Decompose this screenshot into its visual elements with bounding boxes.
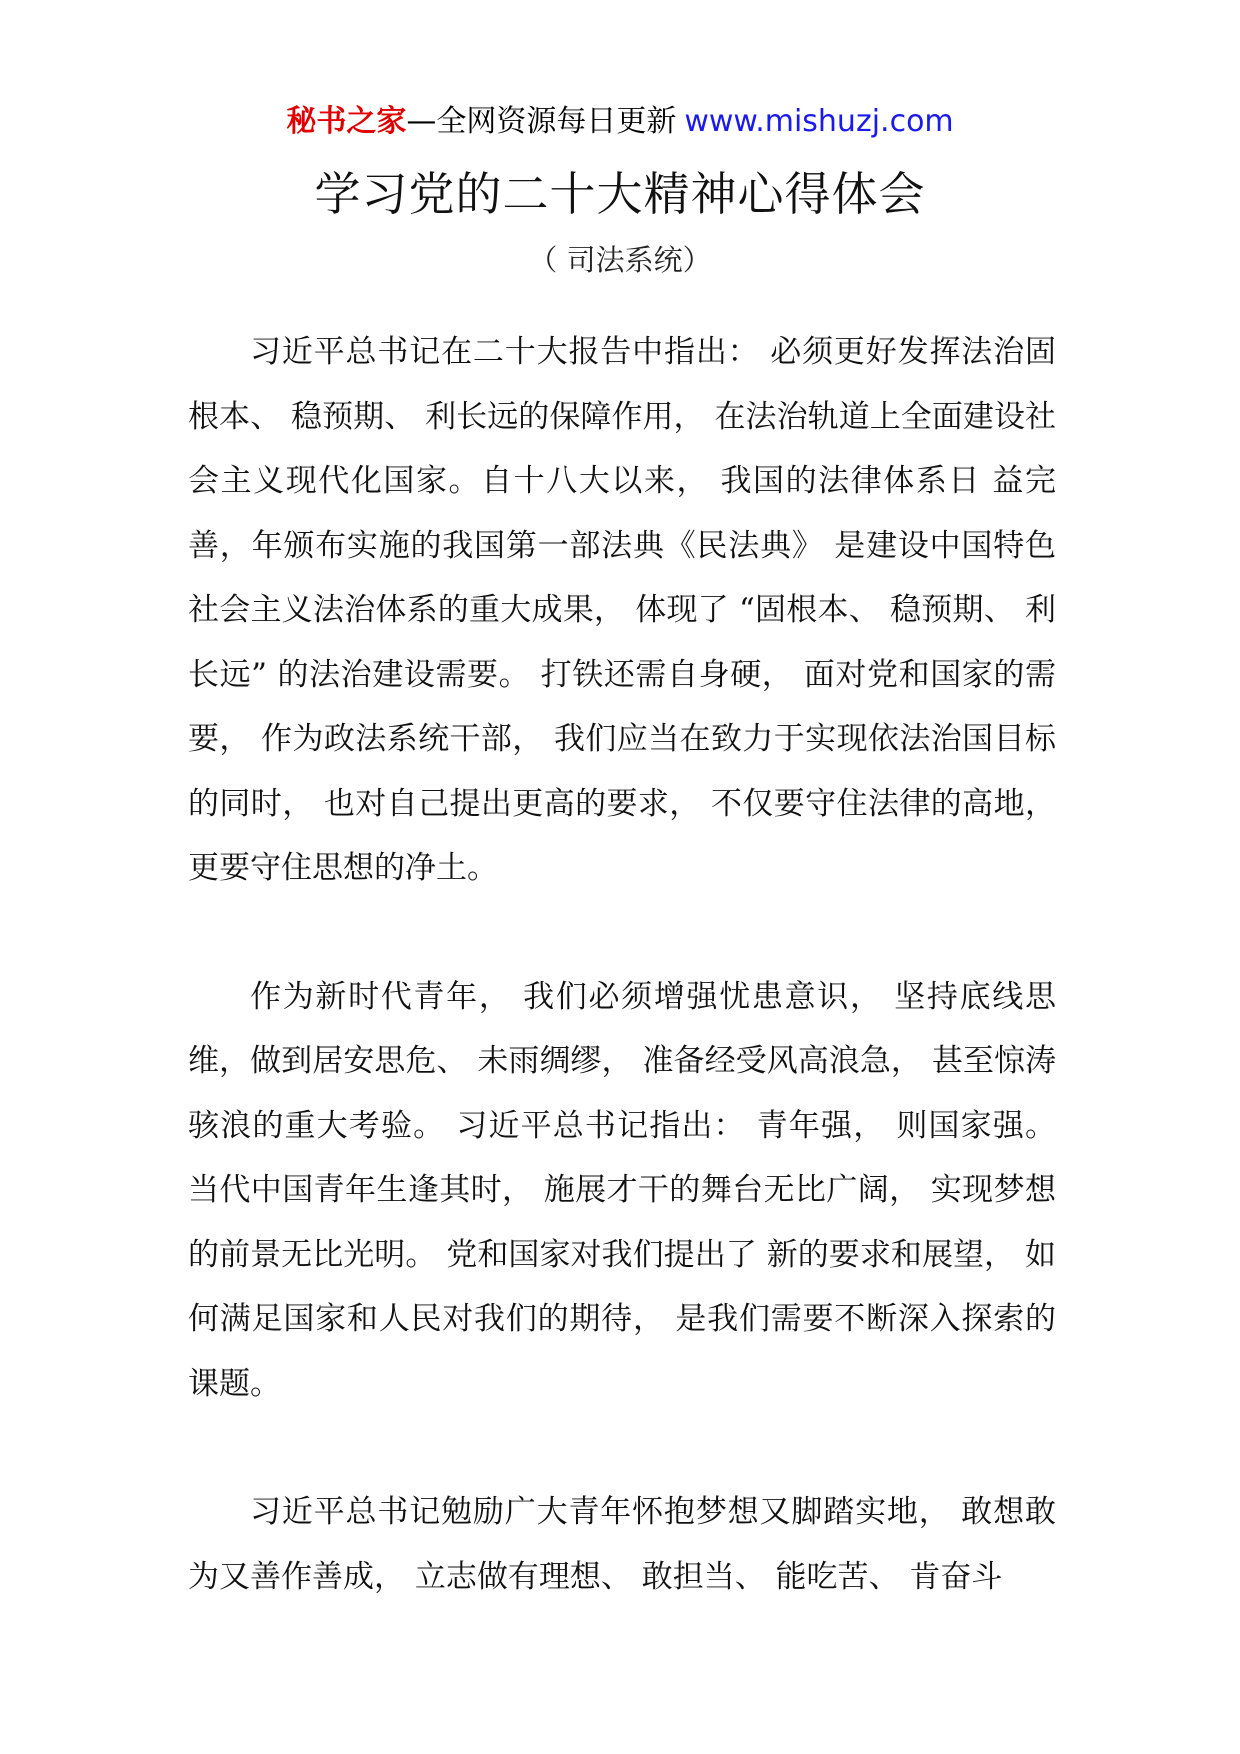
document-subtitle: （ 司法系统） [528, 243, 712, 277]
header-banner [0, 100, 1240, 144]
paragraph-2: 作为新时代青年， 我们必须增强忧患意识， 坚持底线思维，做到居安思危、 未雨绸缪， 准备经受风高浪急， 甚至惊涛骇浪的重大考验。 习近平总书记指出： 青年强， 则国家强。 当代中国青年生逢其时， 施展才干的舞台无比广阔， 实现梦想的前景无比光明。 党和国家对我们提出了 新的要求和展望， 如何满足国家和人民对我们的期待， 是我们需要不断深入探索的课题。 [188, 978, 1056, 1402]
document-body [188, 320, 1056, 1673]
paragraph-1: 习近平总书记在二十大报告中指出： 必须更好发挥法治固根本、 稳预期、 利长远的保障作用， 在法治轨道上全面建设社会主义现代化国家。自十八大以来， 我国的法律体系日 益完善，年颁布实施的我国第一部法典《民法典》 是建设中国特色社会主义法治体系的重大成果， 体现了 “固根本、 稳预期、 利长远” 的法治建设需要。 打铁还需自身硬， 面对党和国家的需要， 作为政法系统干部， 我们应当在致力于实现依法治国目标的同时， 也对自己提出更高的要求， 不仅要守住法律的高地，更要守住思想的净土。 [188, 334, 1056, 886]
website-link[interactable]: www.mishuzj.com [684, 104, 954, 139]
document-title: 学习党的二十大精神心得体会 [314, 167, 926, 221]
brand-tagline: —全网资源每日更新 [406, 104, 677, 139]
brand-name: 秘书之家 [286, 104, 407, 139]
paragraph-3: 习近平总书记勉励广大青年怀抱梦想又脚踏实地， 敢想敢为又善作善成， 立志做有理想、 敢担当、 能吃苦、 肯奋斗 [188, 1494, 1056, 1595]
